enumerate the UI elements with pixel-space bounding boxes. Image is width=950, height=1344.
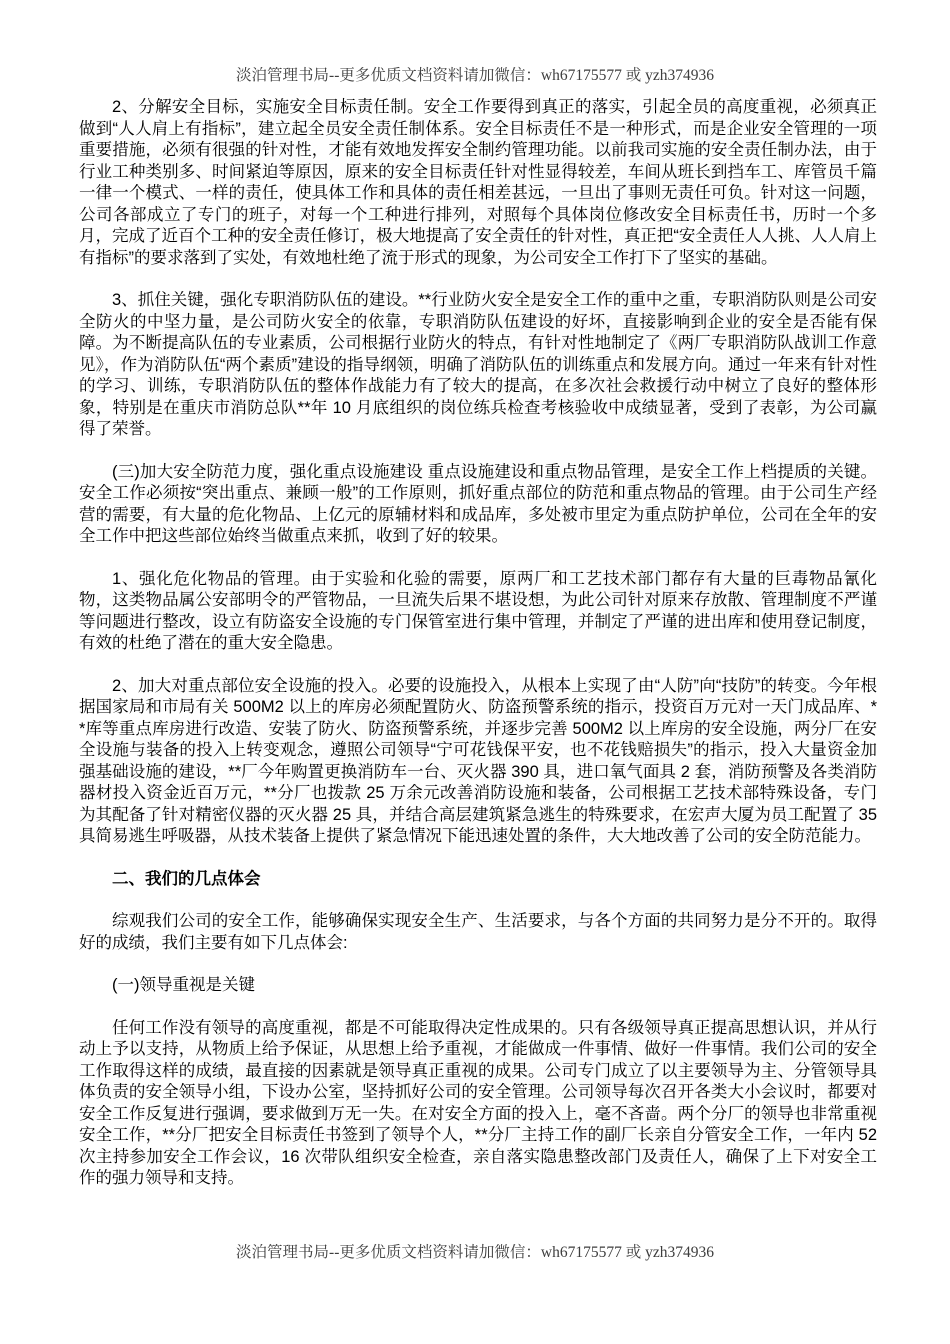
body-paragraph: 综观我们公司的安全工作，能够确保实现安全生产、生活要求，与各个方面的共同努力是分不开的。取得好的成绩，我们主要有如下几点体会: xyxy=(79,912,877,952)
body-paragraph: 2、分解安全目标，实施安全目标责任制。安全工作要得到真正的落实，引起全员的高度重视，必须真正做到“人人肩上有指标”，建立起全员安全责任制体系。安全目标责任不是一种形式，而是企业安全管理的一项重要措施，必须有很强的针对性，才能有效地发挥安全制约管理功能。以前我司实施的安全责任制办法，由于行业工种类别多、时间紧迫等原因，原来的安全目标责任针对性显得较差，车间从班长到挡车工、库管员千篇一律一个模式、一样的责任，使具体工作和具体的责任相差甚远，一旦出了事则无责任可负。针对这一问题，公司各部成立了专门的班子，对每一个工种进行排列，对照每个具体岗位修改安全目标责任书，历时一个多月，完成了近百个工种的安全责任修订，极大地提高了安全责任的针对性，真正把“安全责任人人挑、人人肩上有指标”的要求落到了实处，有效地杜绝了流于形式的现象，为公司安全工作打下了坚实的基础。 xyxy=(79,98,877,267)
header-watermark: 淡泊管理书局--更多优质文档资料请加微信：wh67175577 或 yzh374936 xyxy=(236,67,714,84)
body-paragraph: 任何工作没有领导的高度重视，都是不可能取得决定性成果的。只有各级领导真正提高思想认识，并从行动上予以支持，从物质上给予保证，从思想上给予重视，才能做成一件事情、做好一件事情。我们公司的安全工作取得这样的成绩，最直接的因素就是领导真正重视的成果。公司专门成立了以主要领导为主、分管领导具体负责的安全领导小组，下设办公室，坚持抓好公司的安全管理。公司领导每次召开各类大小会议时，都要对安全工作反复进行强调，要求做到万无一失。在对安全方面的投入上，毫不吝啬。两个分厂的领导也非常重视安全工作，**分厂把安全目标责任书签到了领导个人，**分厂主持工作的副厂长亲自分管安全工作，一年内 52 次主持参加安全工作会议，16 次带队组织安全检查，亲自落实隐患整改部门及责任人，确保了上下对安全工作的强力领导和支持。 xyxy=(79,1018,877,1187)
sub-heading: (一)领导重视是关键 xyxy=(112,976,255,994)
footer-watermark: 淡泊管理书局--更多优质文档资料请加微信：wh67175577 或 yzh374936 xyxy=(236,1244,714,1261)
body-paragraph: 3、抓住关键，强化专职消防队伍的建设。**行业防火安全是安全工作的重中之重，专职消防队则是公司安全防火的中坚力量，是公司防火安全的依靠，专职消防队伍建设的好坏，直接影响到企业的安全是否能有保障。为不断提高队伍的专业素质，公司根据行业防火的特点，有针对性地制定了《两厂专职消防队战训工作意见》，作为消防队伍“两个素质”建设的指导纲领，明确了消防队伍的训练重点和发展方向。通过一年来有针对性的学习、训练，专职消防队伍的整体作战能力有了较大的提高，在多次社会救援行动中树立了良好的整体形象，特别是在重庆市消防总队**年 10 月底组织的岗位练兵检查考核验收中成绩显著，受到了表彰，为公司赢得了荣誉。 xyxy=(79,291,877,438)
body-paragraph: 2、加大对重点部位安全设施的投入。必要的设施投入，从根本上实现了由“人防”向“技防”的转变。今年根据国家局和市局有关 500M2 以上的库房必须配置防火、防盗预警系统的指示，投资百万元对一天门成品库、**库等重点库房进行改造、安装了防火、防盗预警系统，并逐步完善 500M2 以上库房的安全设施，两分厂在安全设施与装备的投入上转变观念，遵照公司领导“宁可花钱保平安，也不花钱赔损失”的指示，投入大量资金加强基础设施的建设，**厂今年购置更换消防车一台、灭火器 390 具，进口氧气面具 2 套，消防预警及各类消防器材投入资金近百万元，**分厂也拨款 25 万余元改善消防设施和装备，公司根据工艺技术部特殊设备，专门为其配备了针对精密仪器的灭火器 25 具，并结合高层建筑紧急逃生的特殊要求，在宏声大厦为员工配置了 35 具简易逃生呼吸器，从技术装备上提供了紧急情况下能迅速处置的条件，大大地改善了公司的安全防范能力。 xyxy=(79,676,877,845)
body-paragraph: 1、强化危化物品的管理。由于实验和化验的需要，原两厂和工艺技术部门都存有大量的巨毒物品氰化物，这类物品属公安部明令的严管物品，一旦流失后果不堪设想，为此公司针对原来存放散、管理制度不严谨等问题进行整改，设立有防盗安全设施的专门保管室进行集中管理，并制定了严谨的进出库和使用登记制度，有效的杜绝了潜在的重大安全隐患。 xyxy=(79,569,877,652)
body-paragraph: (三)加大安全防范力度，强化重点设施建设 重点设施建设和重点物品管理，是安全工作上档提质的关键。安全工作必须按“突出重点、兼顾一般”的工作原则，抓好重点部位的防范和重点物品的管理。由于公司生产经营的需要，有大量的危化物品、上亿元的原辅材料和成品库，多处被市里定为重点防护单位，公司在全年的安全工作中把这些部位始终当做重点来抓，收到了好的较果。 xyxy=(79,462,877,545)
section-heading: 二、我们的几点体会 xyxy=(112,869,261,888)
document-content xyxy=(79,97,877,1190)
